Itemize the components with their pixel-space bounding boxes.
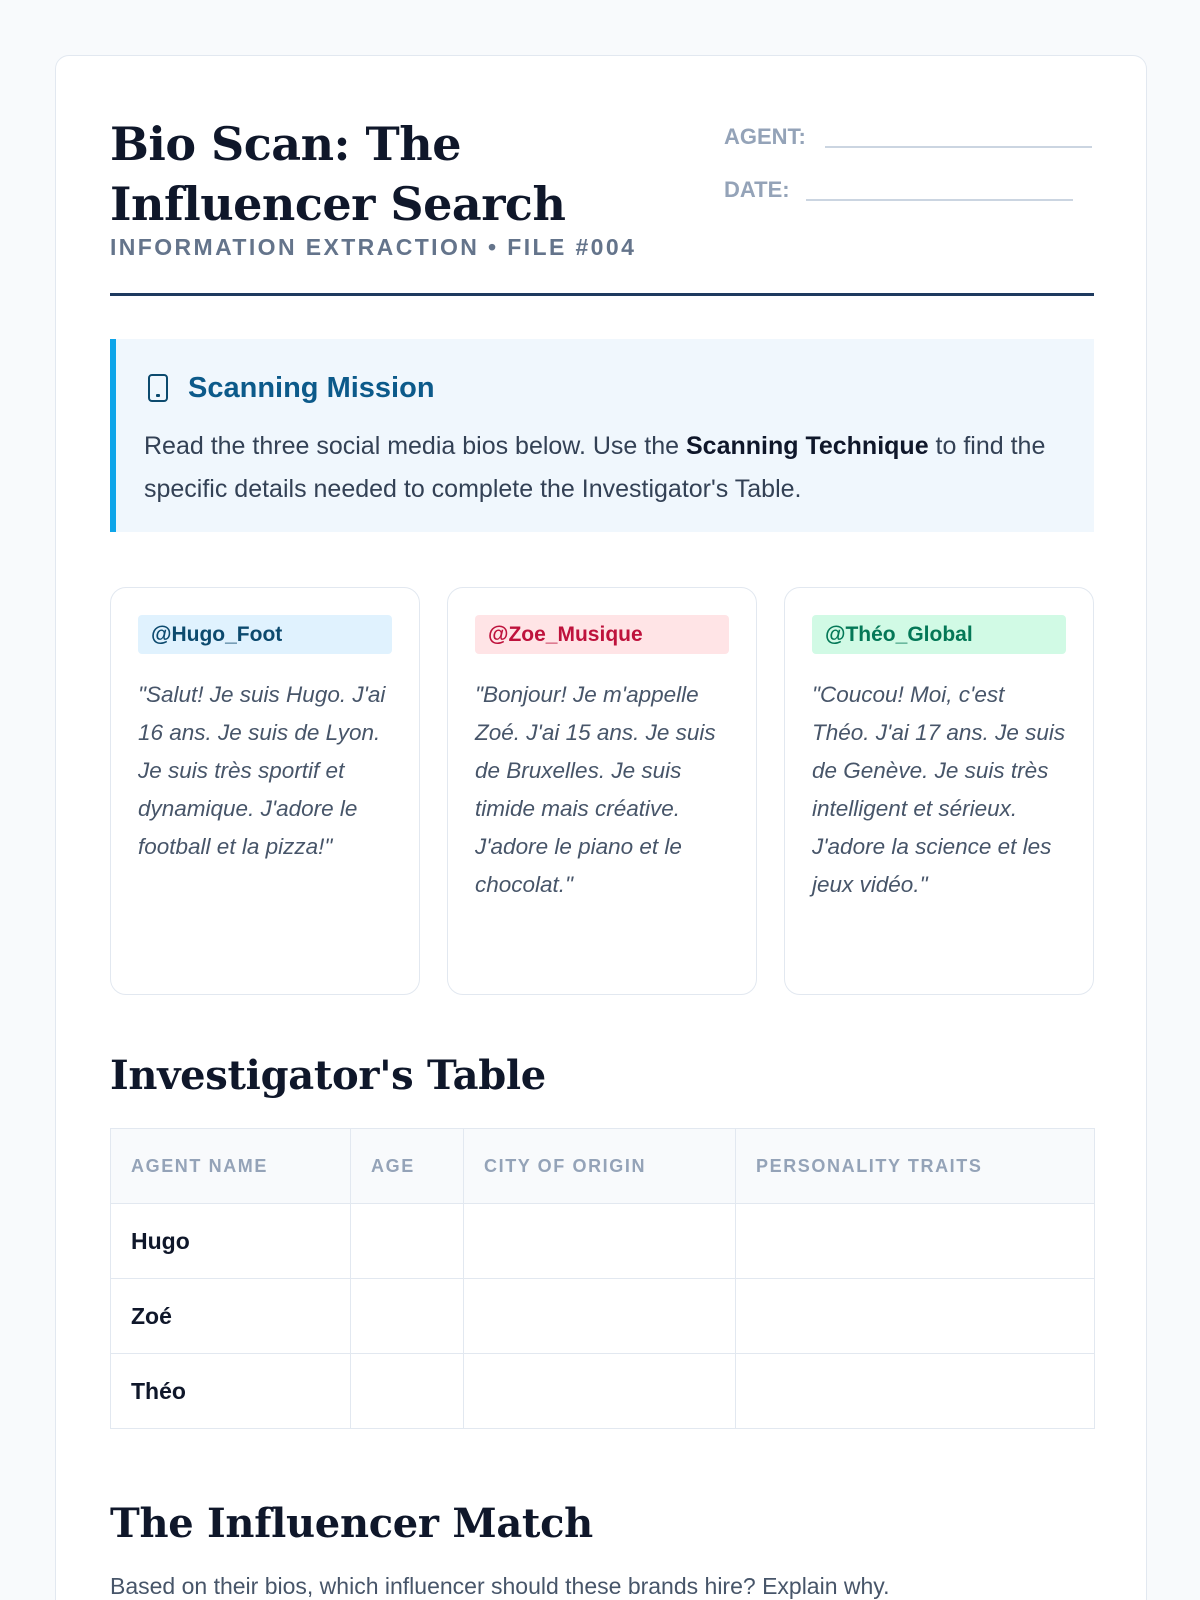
mission-text-start: Read the three social media bios below. Use the [144,432,686,460]
mission-text-bold: Scanning Technique [685,432,929,460]
age-cell[interactable] [351,1279,464,1354]
bio-cards [110,587,1094,995]
investigator-table [110,1128,1095,1429]
age-cell[interactable] [351,1204,464,1279]
bio-handle: @Théo_Global [812,615,1066,654]
agent-name-cell: Hugo [111,1204,351,1279]
traits-cell[interactable] [736,1204,1095,1279]
bio-card-theo [784,587,1094,995]
bio-text: "Coucou! Moi, c'est Théo. J'ai 17 ans. Je suis de Genève. Je suis très intelligent et sérieux. J'adore la science et les jeux vidéo." [812,682,1066,897]
bio-text: "Bonjour! Je m'appelle Zoé. J'ai 15 ans. Je suis de Bruxelles. Je suis timide mais créative. J'adore le piano et le chocolat." [475,682,716,897]
mission-text [144,425,1066,511]
age-cell[interactable] [351,1354,464,1429]
table-title: Investigator's Table [110,1052,546,1099]
date-label: DATE: [724,177,790,202]
table-row [111,1279,1095,1354]
mission-callout [110,339,1094,532]
city-cell[interactable] [464,1279,736,1354]
agent-name-cell: Théo [111,1354,351,1429]
phone-icon [148,374,168,402]
table-row [111,1354,1095,1429]
mission-text-end: to find the specific details needed to complete the Investigator's Table. [144,432,1046,503]
worksheet [55,55,1147,1600]
traits-cell[interactable] [736,1279,1095,1354]
city-cell[interactable] [464,1354,736,1429]
column-header: AGENT NAME [111,1129,351,1204]
page-subtitle: INFORMATION EXTRACTION • FILE #004 [110,234,637,260]
bio-card-hugo [110,587,420,995]
bio-text: "Salut! Je suis Hugo. J'ai 16 ans. Je suis de Lyon. Je suis très sportif et dynamique. J'adore le football et la pizza!" [138,682,386,859]
agent-label: AGENT: [724,124,806,149]
column-header: CITY OF ORIGIN [464,1129,736,1204]
match-title: The Influencer Match [110,1500,593,1547]
table-row [111,1204,1095,1279]
date-input-line[interactable] [806,199,1073,201]
mission-header [144,367,1066,409]
table-header-row [111,1129,1095,1204]
match-text: Based on their bios, which influencer should these brands hire? Explain why. [110,1573,890,1599]
bio-handle: @Zoe_Musique [475,615,729,654]
agent-name-cell: Zoé [111,1279,351,1354]
worksheet-header [110,114,1094,296]
bio-handle: @Hugo_Foot [138,615,392,654]
column-header: PERSONALITY TRAITS [736,1129,1095,1204]
column-header: AGE [351,1129,464,1204]
mission-title: Scanning Mission [188,371,435,404]
agent-input-line[interactable] [825,146,1092,148]
city-cell[interactable] [464,1204,736,1279]
traits-cell[interactable] [736,1354,1095,1429]
page-title: Bio Scan: The Influencer Search [110,117,566,231]
bio-card-zoe [447,587,757,995]
